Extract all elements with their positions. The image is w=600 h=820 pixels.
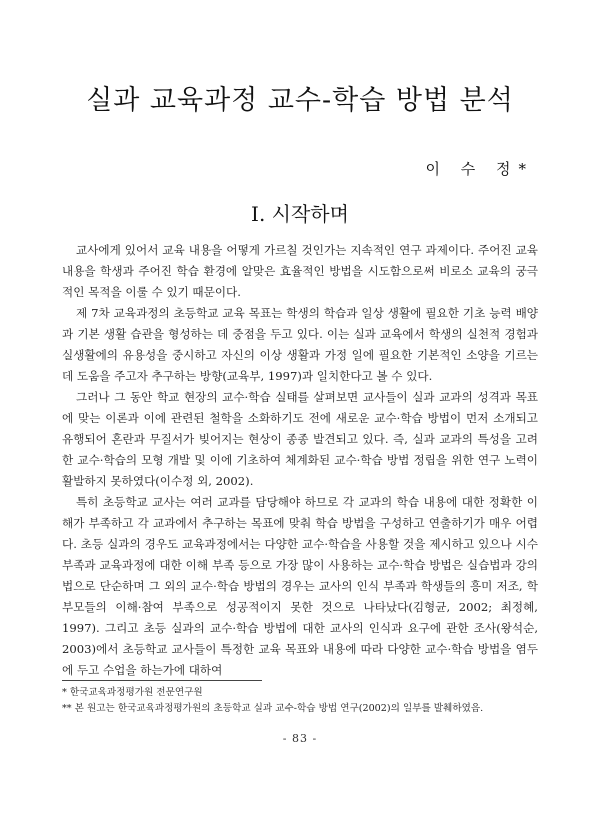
footnote-divider [62, 680, 262, 681]
paragraph-4: 특히 초등학교 교사는 여러 교과를 담당해야 하므로 각 교과의 학습 내용에 대한 정확한 이해가 부족하고 각 교과에서 추구하는 목표에 맞춰 학습 방법을 구성하고 연출하기가 매우 어렵다. 초등 실과의 경우도 교육과정에서는 다양한 교수·학습을 사용할 것을 제시하고 있으나 시수 부족과 교육과정에 대한 이해 부족 등으로 가장 많이 사용하는 교수·학습 방법은 실습법과 강의법으로 단순하며 그 외의 교수·학습 방법의 경우는 교사의 인식 부족과 학생들의 흥미 저조, 학부모들의 이해·참여 부족으로 성공적이지 못한 것으로 나타났다(김형균, 2002; 최정혜, 1997). 그리고 초등 실과의 교수·학습 방법에 대한 교사의 인식과 요구에 관한 조사(왕석순, 2003)에서 초등학교 교사들이 특정한 교육 목표와 내용에 따라 다양한 교수·학습 방법을 염두에 두고 수업을 하는가에 대하여 [62, 495, 538, 677]
paragraph-1: 교사에게 있어서 교육 내용을 어떻게 가르칠 것인가는 지속적인 연구 과제이다. 주어진 교육 내용을 학생과 주어진 학습 환경에 알맞은 효율적인 방법을 시도함으로써 비로소 교육의 궁극적인 목적을 이룰 수 있기 때문이다. [62, 243, 538, 299]
body-text [62, 240, 538, 681]
paper-title: 실과 교육과정 교수-학습 방법 분석 [86, 85, 514, 116]
author-name: 이 수 정* [425, 160, 534, 178]
footnotes [62, 685, 538, 717]
paragraph-2: 제 7차 교육과정의 초등학교 교육 목표는 학생의 학습과 일상 생활에 필요한 기초 능력 배양과 기본 생활 습관을 형성하는 데 중점을 두고 있다. 이는 실과 교육에서 학생의 실천적 경험과 실생활에의 유용성을 중시하고 자신의 이상 생활과 가정 일에 필요한 기본적인 소양을 기르는데 도움을 주고자 추구하는 방향(교육부, 1997)과 일치한다고 볼 수 있다. [62, 306, 538, 383]
footnote-2: ** 본 원고는 한국교육과정평가원의 초등학교 실과 교수-학습 방법 연구(2002)의 일부를 발췌하였음. [62, 703, 484, 714]
page-number: - 83 - [282, 732, 318, 745]
footnote-1: * 한국교육과정평가원 전문연구원 [62, 687, 203, 698]
section-heading: I. 시작하며 [251, 202, 349, 226]
paragraph-3: 그러나 그 동안 학교 현장의 교수·학습 실태를 살펴보면 교사들이 실과 교과의 성격과 목표에 맞는 이론과 이에 관련된 철학을 소화하기도 전에 새로운 교수·학습 방법이 먼저 소개되고 유행되어 혼란과 무질서가 빚어지는 현상이 종종 발견되고 있다. 즉, 실과 교과의 특성을 고려한 교수·학습의 모형 개발 및 이에 기초하여 체계화된 교수·학습 방법 정립을 위한 연구 노력이 활발하지 못하였다(이수정 외, 2002). [62, 390, 538, 488]
